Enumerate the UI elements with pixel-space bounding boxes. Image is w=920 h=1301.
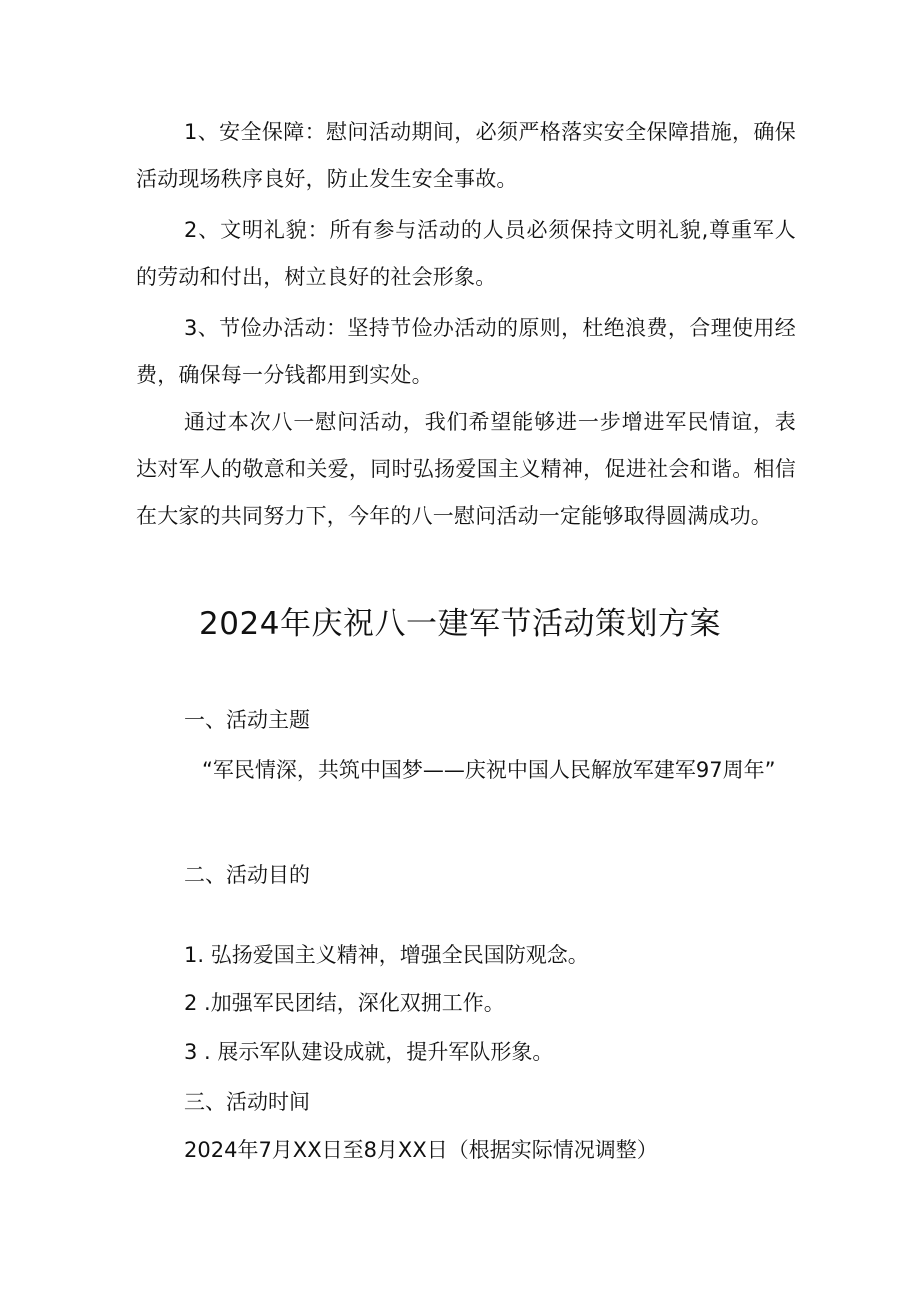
purpose-item: 2 .加强军民团结，深化双拥工作。	[184, 991, 505, 1015]
purpose-item: 1. 弘扬爱国主义精神，增强全民国防观念。	[184, 943, 589, 967]
paragraph-frugality: 3、节俭办活动：坚持节俭办活动的原则，杜绝浪费，合理使用经费，确保每一分钱都用到实处。	[136, 316, 796, 387]
page-title: 2024年庆祝八一建军节活动策划方案	[199, 606, 721, 642]
paragraph-civility: 2、文明礼貌：所有参与活动的人员必须保持文明礼貌,尊重军人的劳动和付出，树立良好的社会形象。	[136, 218, 796, 289]
section-heading-purpose: 二、活动目的	[184, 863, 310, 887]
section-heading-time: 三、活动时间	[184, 1090, 310, 1114]
activity-time-text: 2024年7月XX日至8月XX日（根据实际情况调整）	[184, 1138, 658, 1162]
activity-theme-text: “军民情深，共筑中国梦——庆祝中国人民解放军建军97周年”	[202, 758, 776, 782]
paragraph-safety: 1、安全保障：慰问活动期间，必须严格落实安全保障措施，确保活动现场秩序良好，防止发生安全事故。	[136, 120, 796, 191]
section-heading-theme: 一、活动主题	[184, 708, 310, 732]
paragraph-conclusion: 通过本次八一慰问活动，我们希望能够进一步增进军民情谊，表达对军人的敬意和关爱，同时弘扬爱国主义精神，促进社会和谐。相信在大家的共同努力下，今年的八一慰问活动一定能够取得圆满成功。	[136, 410, 796, 528]
purpose-item: 3 . 展示军队建设成就，提升军队形象。	[184, 1040, 554, 1064]
